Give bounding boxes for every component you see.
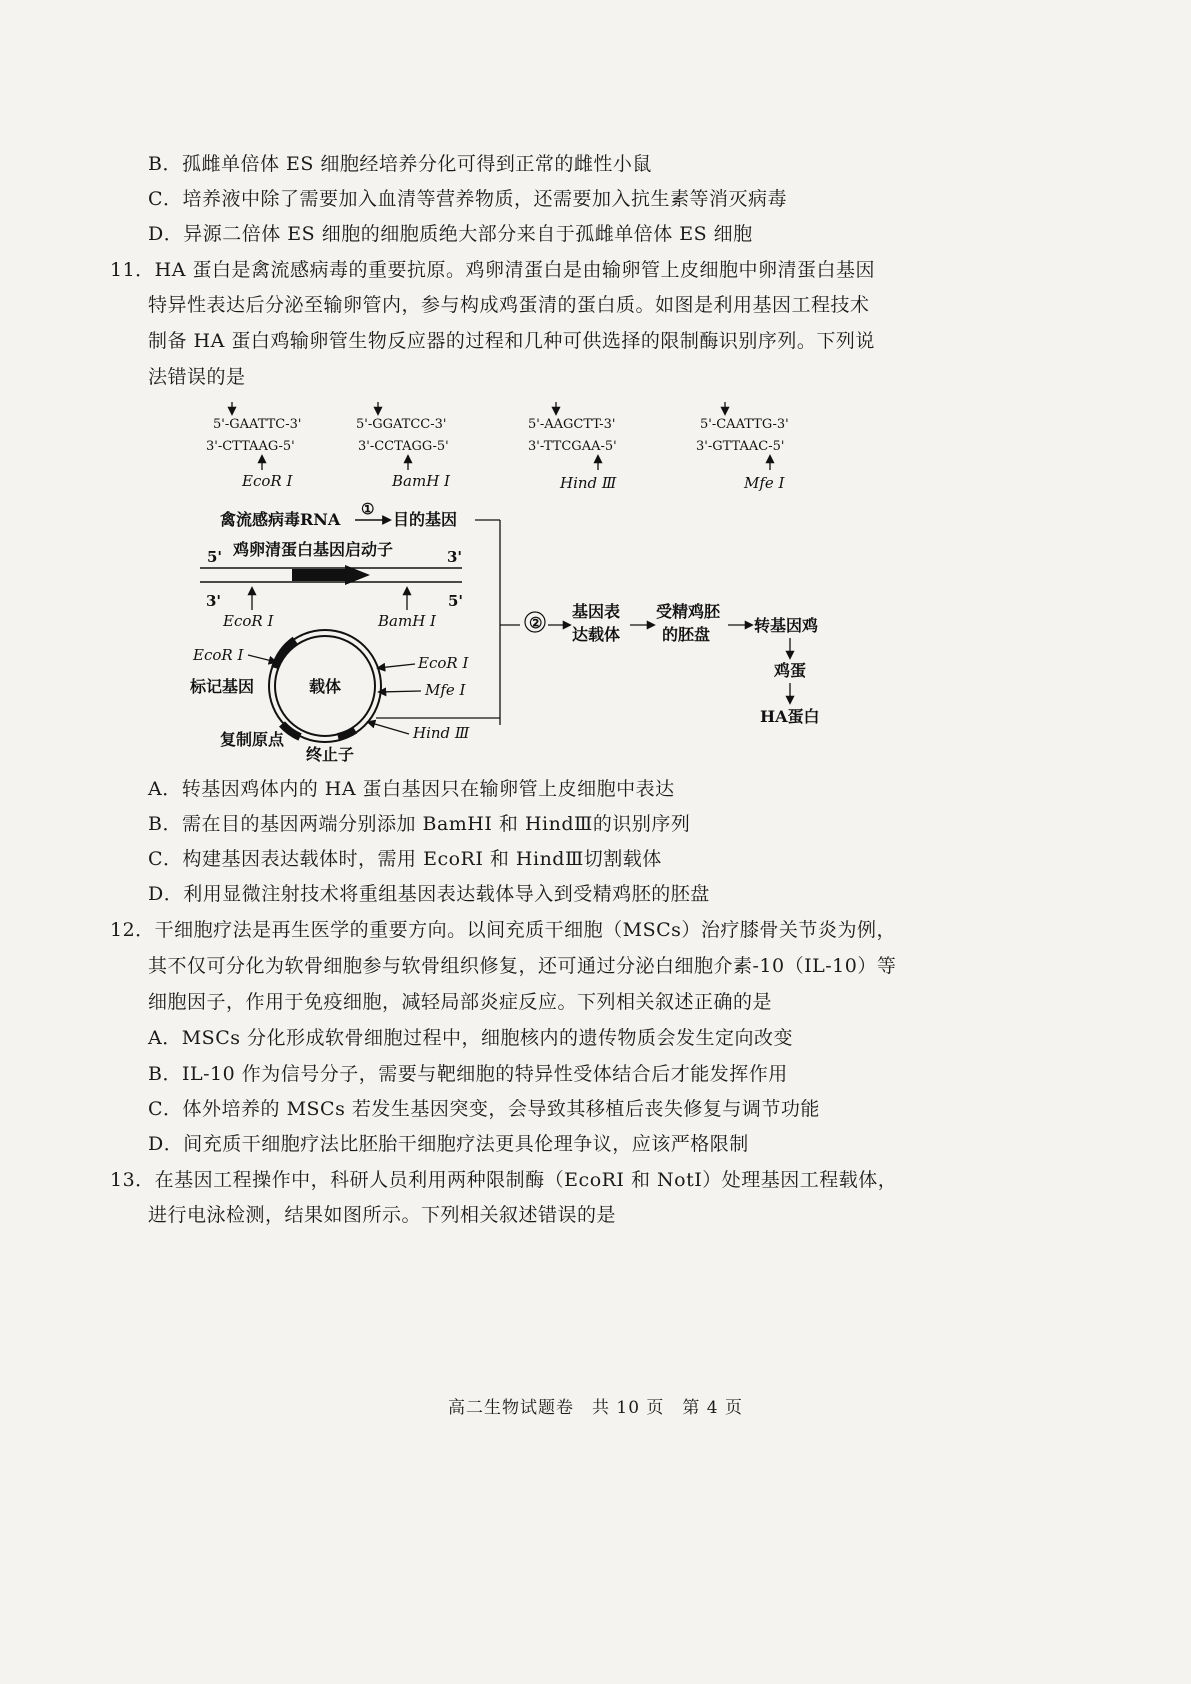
q11-stem-line-1: 11．HA 蛋白是禽流感病毒的重要抗原。鸡卵清蛋白是由输卵管上皮细胞中卵清蛋白基因 xyxy=(110,259,876,281)
vector-ecori-left-label: EcoR Ⅰ xyxy=(193,646,244,664)
q12-stem-line-3: 细胞因子，作用于免疫细胞，减轻局部炎症反应。下列相关叙述正确的是 xyxy=(148,991,773,1013)
mfei-top-seq: 5'-CAATTG-3' xyxy=(700,417,789,432)
q12-option-a: A．MSCs 分化形成软骨细胞过程中，细胞核内的遗传物质会发生定向改变 xyxy=(148,1027,794,1049)
vector-label: 载体 xyxy=(309,677,342,696)
bamhi-top-seq: 5'-GGATCC-3' xyxy=(356,417,447,432)
ha-protein-label: HA蛋白 xyxy=(760,707,820,726)
q11-stem-line-2: 特异性表达后分泌至输卵管内，参与构成鸡蛋清的蛋白质。如图是利用基因工程技术 xyxy=(148,294,870,316)
enzyme-bamhi-seq xyxy=(356,402,451,490)
strand-3prime-left: 3' xyxy=(206,592,222,610)
promoter-label: 鸡卵清蛋白基因启动子 xyxy=(233,540,394,559)
strand-ecori-label: EcoR Ⅰ xyxy=(223,612,274,630)
vector-ecori-left-arrow xyxy=(248,655,276,662)
strand-5prime-left: 5' xyxy=(207,548,223,566)
enzyme-mfei-seq xyxy=(696,402,789,492)
q13-stem-line-2: 进行电泳检测，结果如图所示。下列相关叙述错误的是 xyxy=(148,1204,617,1226)
embryo-line-1: 受精鸡胚 xyxy=(656,602,721,621)
transgenic-chicken-label: 转基因鸡 xyxy=(754,616,819,635)
virus-rna-label: 禽流感病毒RNA xyxy=(220,510,341,529)
step1-label: ① xyxy=(361,500,375,518)
enzyme-hindiii-seq xyxy=(528,402,617,492)
terminator-label: 终止子 xyxy=(306,745,355,764)
marker-gene-segment xyxy=(275,640,295,668)
q11-option-b: B．需在目的基因两端分别添加 BamHI 和 HindⅢ的识别序列 xyxy=(148,813,691,835)
hindiii-bottom-seq: 3'-TTCGAA-5' xyxy=(528,439,617,454)
target-gene-label: 目的基因 xyxy=(393,510,458,529)
q11-diagram xyxy=(0,400,1191,840)
q11-option-a: A．转基因鸡体内的 HA 蛋白基因只在输卵管上皮细胞中表达 xyxy=(148,778,675,800)
expr-vector-line-1: 基因表 xyxy=(572,602,621,621)
q11-stem-line-3: 制备 HA 蛋白鸡输卵管生物反应器的过程和几种可供选择的限制酶识别序列。下列说 xyxy=(148,330,875,352)
bamhi-label: BamH Ⅰ xyxy=(392,472,450,490)
q12-stem-line-2: 其不仅可分化为软骨细胞参与软骨组织修复，还可通过分泌白细胞介素-10（IL-10）等 xyxy=(148,955,897,977)
hindiii-label: Hind Ⅲ xyxy=(560,474,617,492)
q12-option-c: C．体外培养的 MSCs 若发生基因突变，会导致其移植后丧失修复与调节功能 xyxy=(148,1098,820,1120)
vector-mfei-arrow xyxy=(379,691,421,692)
ecori-bottom-seq: 3'-CTTAAG-5' xyxy=(206,439,295,454)
embryo-line-2: 的胚盘 xyxy=(662,625,711,644)
q12-option-b: B．IL-10 作为信号分子，需要与靶细胞的特异性受体结合后才能发挥作用 xyxy=(148,1063,788,1085)
vector-mfei-label: Mfe Ⅰ xyxy=(425,681,466,699)
vector-plasmid xyxy=(272,633,378,739)
strand-bamhi-label: BamH Ⅰ xyxy=(378,612,436,630)
terminator-segment xyxy=(338,730,355,737)
ecori-top-seq: 5'-GAATTC-3' xyxy=(213,417,302,432)
q11-option-d: D．利用显微注射技术将重组基因表达载体导入到受精鸡胚的胚盘 xyxy=(148,883,710,905)
mfei-label: Mfe Ⅰ xyxy=(744,474,785,492)
q13-stem-line-1: 13．在基因工程操作中，科研人员利用两种限制酶（EcoRI 和 NotI）处理基因工程载体， xyxy=(110,1169,898,1191)
expr-vector-line-2: 达载体 xyxy=(572,625,621,644)
enzyme-ecori-seq xyxy=(206,402,301,490)
q11-option-c: C．构建基因表达载体时，需用 EcoRI 和 HindⅢ切割载体 xyxy=(148,848,662,870)
q10-option-b: B．孤雌单倍体 ES 细胞经培养分化可得到正常的雌性小鼠 xyxy=(148,153,652,175)
vector-hindiii-label: Hind Ⅲ xyxy=(413,724,470,742)
vector-ecori-right-label: EcoR Ⅰ xyxy=(418,654,469,672)
step2-label: ② xyxy=(529,614,543,632)
egg-label: 鸡蛋 xyxy=(774,661,807,680)
q10-option-c: C．培养液中除了需要加入血清等营养物质，还需要加入抗生素等消灭病毒 xyxy=(148,188,788,210)
ecori-label: EcoR Ⅰ xyxy=(242,472,293,490)
strand-5prime-right: 5' xyxy=(448,592,464,610)
q12-stem-line-1: 12．干细胞疗法是再生医学的重要方向。以间充质干细胞（MSCs）治疗膝骨关节炎为例， xyxy=(110,919,896,941)
strand-3prime-right: 3' xyxy=(447,548,463,566)
q12-option-d: D．间充质干细胞疗法比胚胎干细胞疗法更具伦理争议，应该严格限制 xyxy=(148,1133,749,1155)
vector-hindiii-arrow xyxy=(368,722,409,734)
marker-gene-label: 标记基因 xyxy=(190,677,255,696)
page-footer: 高二生物试题卷 共 10 页 第 4 页 xyxy=(447,1398,744,1418)
vector-ecori-right-arrow xyxy=(378,664,415,668)
q11-stem-line-4: 法错误的是 xyxy=(148,366,246,388)
hindiii-top-seq: 5'-AAGCTT-3' xyxy=(528,417,616,432)
mfei-bottom-seq: 3'-GTTAAC-5' xyxy=(696,439,785,454)
ori-label: 复制原点 xyxy=(220,730,285,749)
q10-option-d: D．异源二倍体 ES 细胞的细胞质绝大部分来自于孤雌单倍体 ES 细胞 xyxy=(148,223,753,245)
bamhi-bottom-seq: 3'-CCTAGG-5' xyxy=(358,439,449,454)
